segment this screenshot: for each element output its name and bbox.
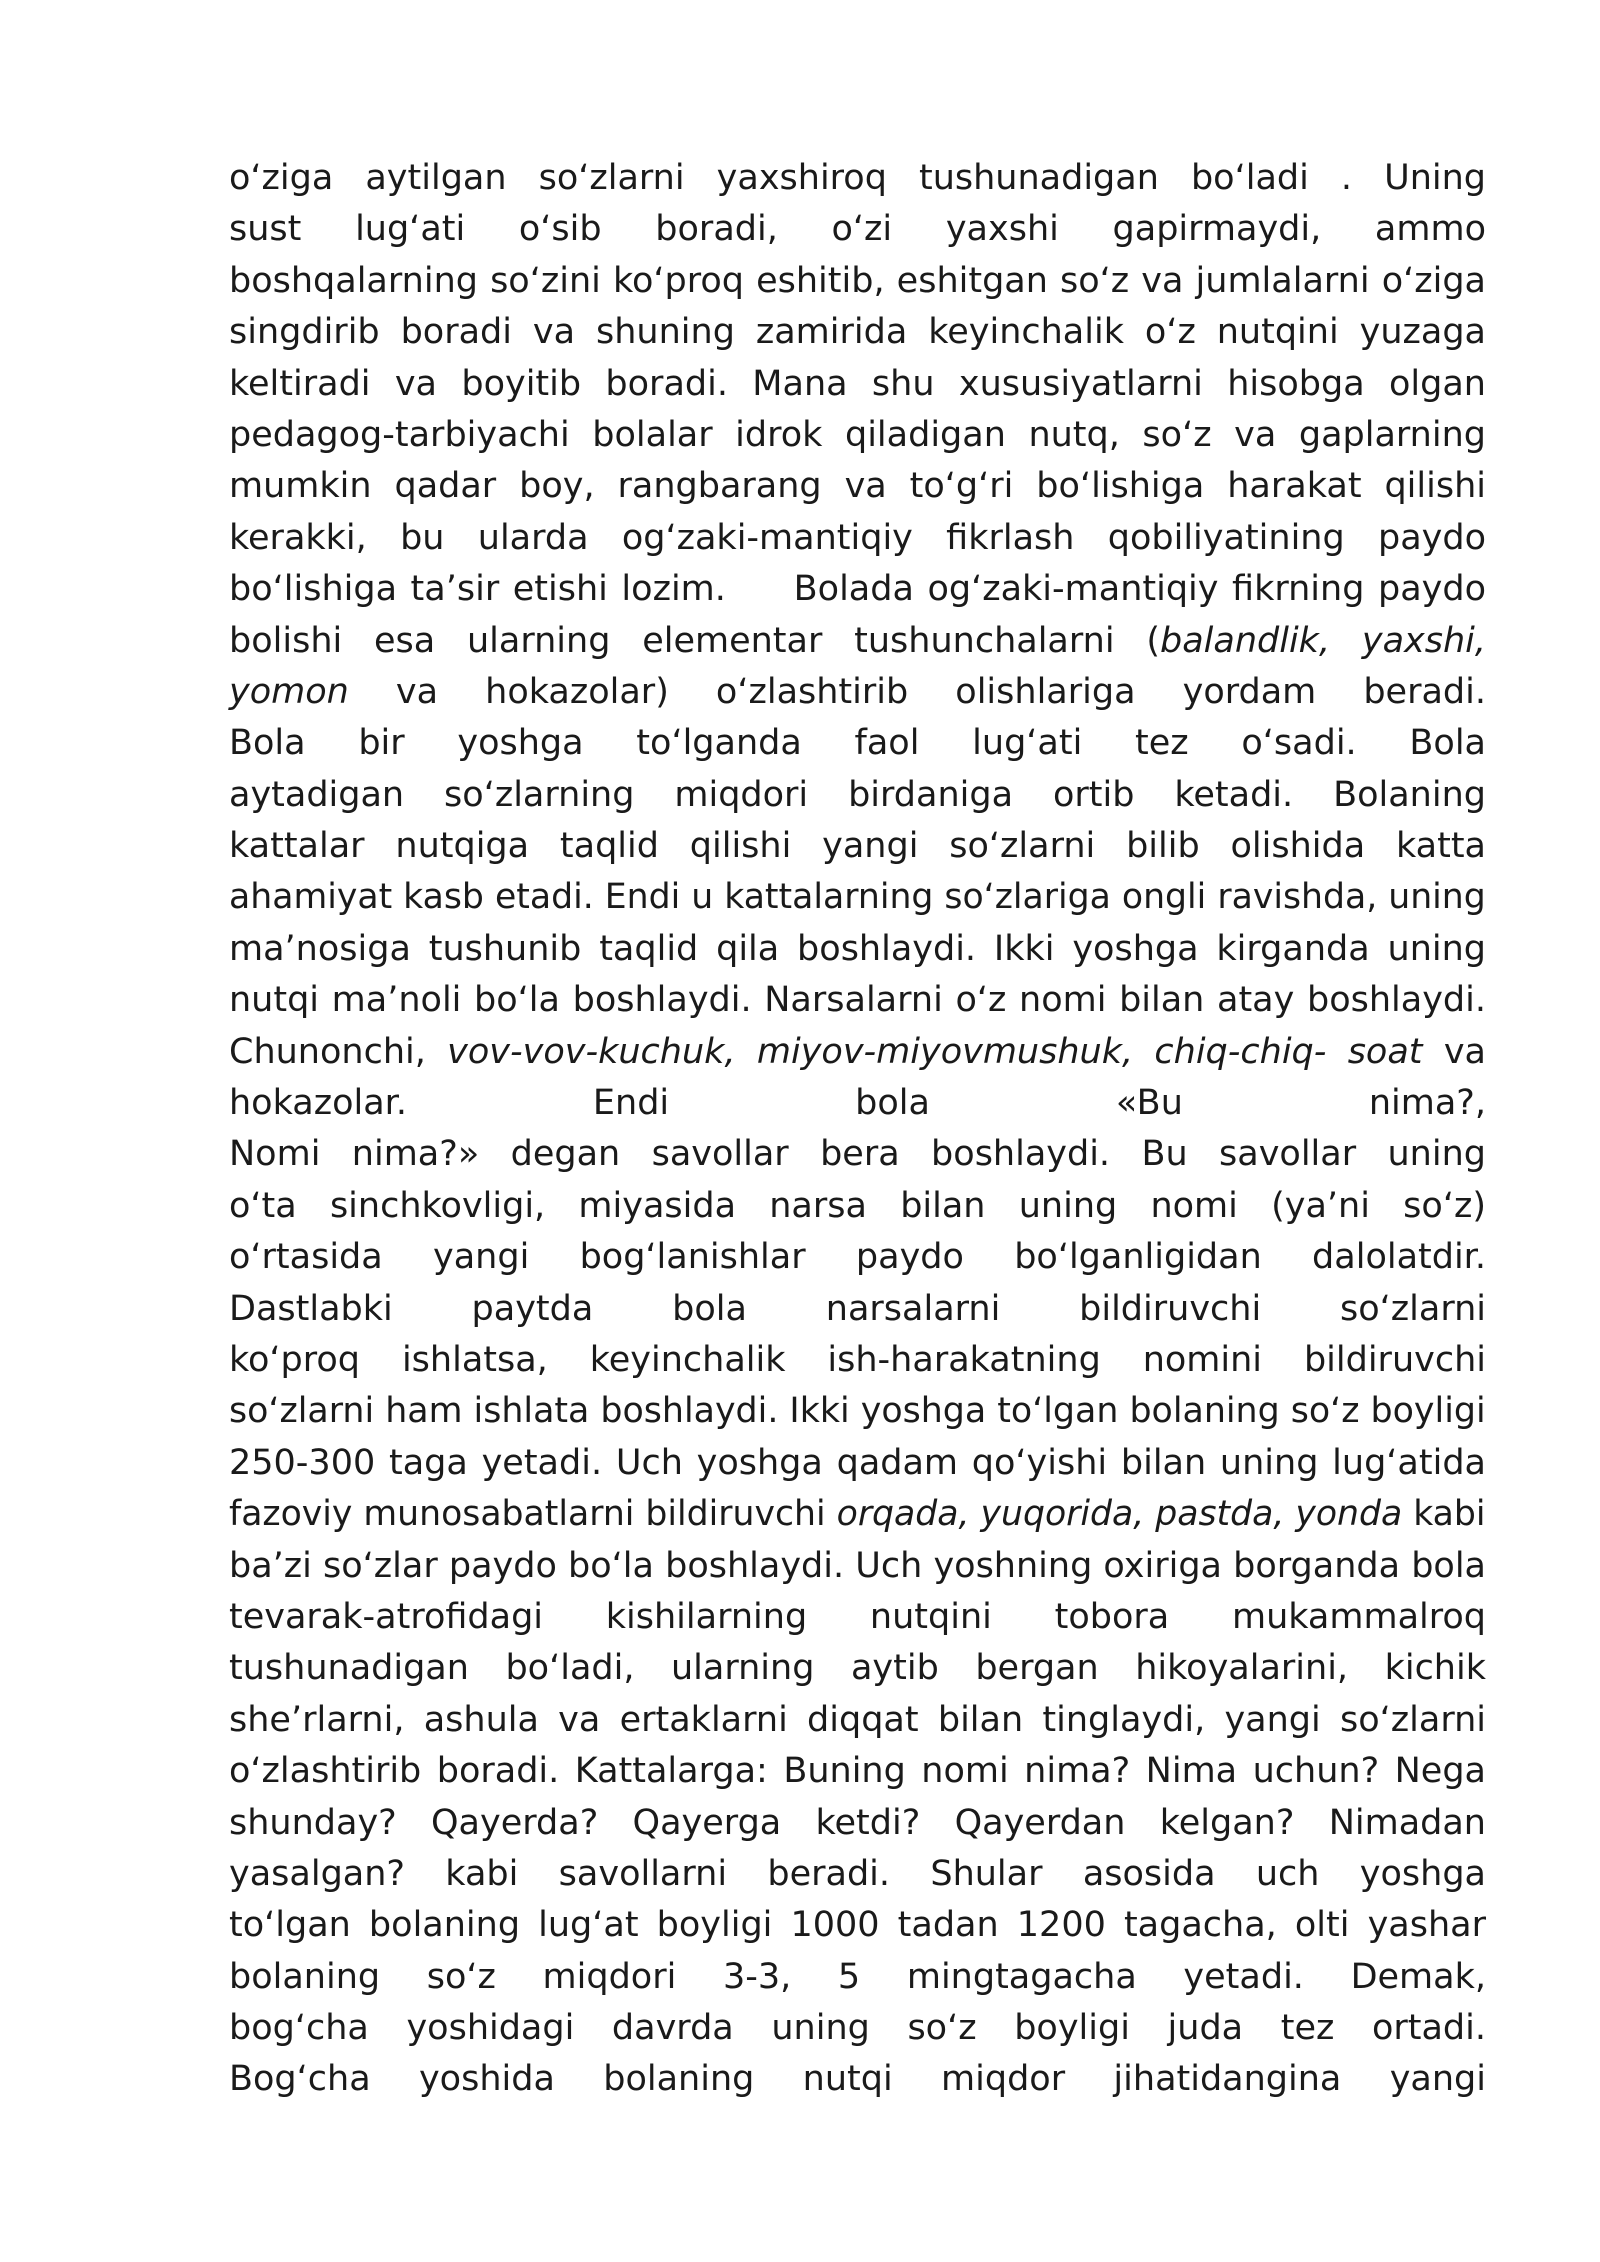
text-segment: bolishi esa ularning elementar tushunchalarni (: [229, 620, 1160, 661]
text-segment: boshqalarning soʻzini koʻproq eshitib, eshitgan soʻz va jumlalarni oʻziga: [229, 260, 1486, 301]
text-segment: Nomi nima?» degan savollar bera boshlaydi. Bu savollar uning: [229, 1134, 1486, 1175]
text-line: [229, 667, 1486, 718]
text-line: [229, 1952, 1486, 2003]
text-segment: kerakki, bu ularda ogʻzaki-mantiqiy fikrlash qobiliyatining paydo: [229, 517, 1486, 558]
text-segment: Chunonchi,: [229, 1031, 448, 1072]
text-segment: sheʼrlarni, ashula va ertaklarni diqqat bilan tinglaydi, yangi soʻzlarni: [229, 1699, 1486, 1740]
text-line: [229, 564, 1486, 615]
text-segment: va: [1422, 1031, 1487, 1072]
text-line: [229, 204, 1486, 255]
italic-text-segment: yomon: [229, 671, 349, 712]
text-line: [229, 1746, 1486, 1797]
text-segment: keltiradi va boyitib boradi. Mana shu xususiyatlarni hisobga olgan: [229, 363, 1486, 404]
text-line: [229, 1900, 1486, 1951]
text-segment: boʻlishiga taʼsir etishi lozim. Bolada ogʻzaki-mantiqiy fikrning paydo: [229, 569, 1486, 610]
text-segment: ahamiyat kasb etadi. Endi u kattalarning soʻzlariga ongli ravishda, uning: [229, 877, 1486, 918]
text-line: [229, 1438, 1486, 1489]
text-line: [229, 872, 1486, 923]
text-line: [229, 1027, 1486, 1078]
text-segment: hokazolar. Endi bola «Bu nima?,: [229, 1083, 1486, 1124]
text-segment: toʻlgan bolaning lugʻat boyligi 1000 tadan 1200 tagacha, olti yashar: [229, 1905, 1486, 1946]
text-segment: yasalgan? kabi savollarni beradi. Shular asosida uch yoshga: [229, 1853, 1486, 1894]
text-line: [229, 1181, 1486, 1232]
italic-text-segment: balandlik, yaxshi,: [1160, 620, 1486, 661]
text-segment: maʼnosiga tushunib taqlid qila boshlaydi. Ikki yoshga kirganda uning: [229, 928, 1486, 969]
document-page: [229, 153, 1486, 2106]
text-line: [229, 1798, 1486, 1849]
text-segment: va hokazolar) oʻzlashtirib olishlariga yordam beradi.: [348, 671, 1486, 712]
text-segment: singdirib boradi va shuning zamirida keyinchalik oʻz nutqini yuzaga: [229, 312, 1486, 353]
text-segment: kabi: [1402, 1494, 1486, 1535]
text-segment: Bogʻcha yoshida bolaning nutqi miqdor jihatidangina yangi: [229, 2059, 1486, 2100]
text-segment: baʼzi soʻzlar paydo boʻla boshlaydi. Uch yoshning oxiriga borganda bola: [229, 1545, 1486, 1586]
text-line: [229, 616, 1486, 667]
text-line: [229, 975, 1486, 1026]
text-line: [229, 924, 1486, 975]
text-segment: Dastlabki paytda bola narsalarni bildiruvchi soʻzlarni: [229, 1288, 1486, 1329]
italic-text-segment: orqada, yuqorida, pastda, yonda: [836, 1494, 1403, 1535]
text-line: [229, 1643, 1486, 1694]
text-line: [229, 770, 1486, 821]
italic-text-segment: vov-vov-kuchuk, miyov-miyovmushuk, chiq-chiq- soat: [447, 1031, 1423, 1072]
text-line: [229, 2054, 1486, 2105]
text-line: [229, 1284, 1486, 1335]
text-segment: aytadigan soʻzlarning miqdori birdaniga ortib ketadi. Bolaning: [229, 774, 1486, 815]
text-segment: Bola bir yoshga toʻlganda faol lugʻati tez oʻsadi. Bola: [229, 723, 1486, 764]
text-segment: pedagog-tarbiyachi bolalar idrok qiladigan nutq, soʻz va gaplarning: [229, 414, 1486, 455]
text-line: [229, 1541, 1486, 1592]
text-line: [229, 307, 1486, 358]
text-segment: fazoviy munosabatlarni bildiruvchi: [229, 1494, 837, 1535]
text-line: [229, 513, 1486, 564]
text-line: [229, 1695, 1486, 1746]
text-segment: bogʻcha yoshidagi davrda uning soʻz boyligi juda tez ortadi.: [229, 2008, 1486, 2049]
text-segment: shunday? Qayerda? Qayerga ketdi? Qayerdan kelgan? Nimadan: [229, 1802, 1486, 1843]
text-segment: 250-300 taga yetadi. Uch yoshga qadam qoʻyishi bilan uning lugʻatida: [229, 1442, 1486, 1483]
text-line: [229, 1386, 1486, 1437]
text-segment: oʻzlashtirib boradi. Kattalarga: Buning nomi nima? Nima uchun? Nega: [229, 1751, 1486, 1792]
text-line: [229, 1335, 1486, 1386]
text-line: [229, 256, 1486, 307]
text-line: [229, 821, 1486, 872]
text-segment: tushunadigan boʻladi, ularning aytib bergan hikoyalarini, kichik: [229, 1648, 1486, 1689]
text-line: [229, 1078, 1486, 1129]
text-line: [229, 2003, 1486, 2054]
text-line: [229, 1849, 1486, 1900]
text-line: [229, 1129, 1486, 1180]
text-segment: oʻrtasida yangi bogʻlanishlar paydo boʻlganligidan dalolatdir.: [229, 1237, 1486, 1278]
text-line: [229, 410, 1486, 461]
text-segment: bolaning soʻz miqdori 3-3, 5 mingtagacha yetadi. Demak,: [229, 1956, 1486, 1997]
text-segment: tevarak-atrofidagi kishilarning nutqini tobora mukammalroq: [229, 1596, 1486, 1637]
text-line: [229, 1232, 1486, 1283]
text-line: [229, 153, 1486, 204]
text-line: [229, 718, 1486, 769]
text-segment: oʻta sinchkovligi, miyasida narsa bilan uning nomi (yaʼni soʻz): [229, 1185, 1486, 1226]
text-segment: kattalar nutqiga taqlid qilishi yangi soʻzlarni bilib olishida katta: [229, 826, 1486, 867]
text-segment: soʻzlarni ham ishlata boshlaydi. Ikki yoshga toʻlgan bolaning soʻz boyligi: [229, 1391, 1486, 1432]
text-segment: oʻziga aytilgan soʻzlarni yaxshiroq tushunadigan boʻladi . Uning: [229, 158, 1486, 198]
text-segment: sust lugʻati oʻsib boradi, oʻzi yaxshi gapirmaydi, ammo: [229, 209, 1486, 250]
text-segment: nutqi maʼnoli boʻla boshlaydi. Narsalarni oʻz nomi bilan atay boshlaydi.: [229, 980, 1486, 1021]
text-line: [229, 359, 1486, 410]
text-segment: mumkin qadar boy, rangbarang va toʻgʻri boʻlishiga harakat qilishi: [229, 466, 1486, 507]
text-segment: koʻproq ishlatsa, keyinchalik ish-harakatning nomini bildiruvchi: [229, 1339, 1486, 1380]
text-line: [229, 1592, 1486, 1643]
text-line: [229, 1489, 1486, 1540]
text-line: [229, 461, 1486, 512]
